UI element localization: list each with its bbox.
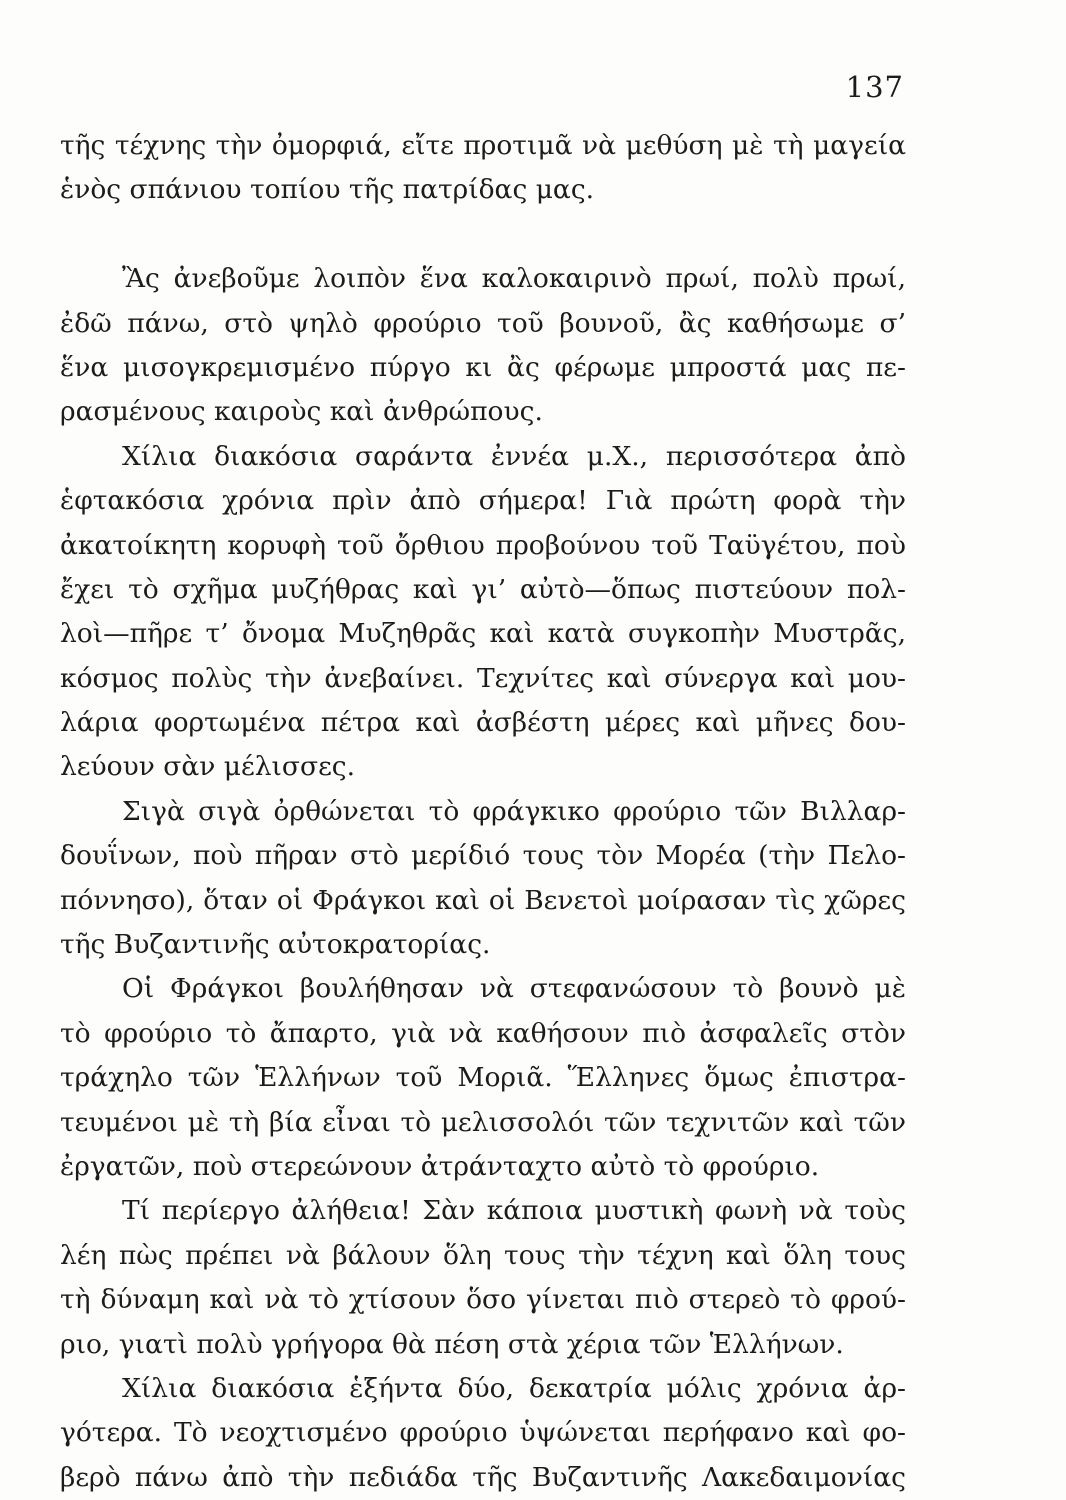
text-line: δουΐνων, ποὺ πῆραν στὸ μερίδιό τους τὸν Μορέα (τὴν Πελο- xyxy=(60,840,906,872)
text-line: Τί περίεργο ἀλήθεια! Σὰν κάποια μυστικὴ φωνὴ νὰ τοὺς xyxy=(122,1195,906,1227)
text-line: τευμένοι μὲ τὴ βία εἶναι τὸ μελισσολόι τῶν τεχνιτῶν καὶ τῶν xyxy=(60,1106,906,1138)
text-line: Ἂς ἀνεβοῦμε λοιπὸν ἕνα καλοκαιρινὸ πρωί, πολὺ πρωί, xyxy=(122,263,906,295)
text-line: ἔχει τὸ σχῆμα μυζήθρας καὶ γι’ αὐτὸ—ὅπως πιστεύουν πολ- xyxy=(60,573,906,605)
text-line: λεύουν σὰν μέλισσες. xyxy=(60,751,356,783)
page-number: 137 xyxy=(845,70,904,104)
text-line: βερὸ πάνω ἀπὸ τὴν πεδιάδα τῆς Βυζαντινῆς Λακεδαιμονίας xyxy=(60,1461,906,1493)
text-line: ἀκατοίκητη κορυφὴ τοῦ ὄρθιου προβούνου τοῦ Ταϋγέτου, ποὺ xyxy=(60,529,906,561)
text-line: ριο, γιατὶ πολὺ γρήγορα θὰ πέση στὰ χέρια τῶν Ἑλλήνων. xyxy=(60,1328,844,1360)
text-line: Οἱ Φράγκοι βουλήθησαν νὰ στεφανώσουν τὸ βουνὸ μὲ xyxy=(122,973,906,1005)
text-line: πόννησο), ὅταν οἱ Φράγκοι καὶ οἱ Βενετοὶ μοίρασαν τὶς χῶρες xyxy=(60,884,906,916)
text-line: τράχηλο τῶν Ἑλλήνων τοῦ Μοριᾶ. Ἕλληνες ὅμως ἐπιστρα- xyxy=(60,1062,906,1094)
text-line: Χίλια διακόσια ἑξήντα δύο, δεκατρία μόλις χρόνια ἀρ- xyxy=(122,1372,906,1404)
text-line: τῆς Βυζαντινῆς αὐτοκρατορίας. xyxy=(60,929,491,961)
text-line: Σιγὰ σιγὰ ὀρθώνεται τὸ φράγκικο φρούριο τῶν Βιλλαρ- xyxy=(122,795,906,827)
text-line: λάρια φορτωμένα πέτρα καὶ ἀσβέστη μέρες καὶ μῆνες δου- xyxy=(60,707,906,739)
text-line: ἐργατῶν, ποὺ στερεώνουν ἀτράνταχτο αὐτὸ τὸ φρούριο. xyxy=(60,1150,820,1182)
text-line: ἕνα μισογκρεμισμένο πύργο κι ἂς φέρωμε μπροστά μας πε- xyxy=(60,351,906,383)
text-line: ἑνὸς σπάνιου τοπίου τῆς πατρίδας μας. xyxy=(60,174,595,206)
text-line: Χίλια διακόσια σαράντα ἐννέα μ.Χ., περισσότερα ἀπὸ xyxy=(122,440,906,472)
text-line: ἐδῶ πάνω, στὸ ψηλὸ φρούριο τοῦ βουνοῦ, ἂς καθήσωμε σ’ xyxy=(60,307,906,339)
text-line: τὸ φρούριο τὸ ἄπαρτο, γιὰ νὰ καθήσουν πιὸ ἀσφαλεῖς στὸν xyxy=(60,1017,906,1049)
text-line: λοὶ—πῆρε τ’ ὄνομα Μυζηθρᾶς καὶ κατὰ συγκοπὴν Μυστρᾶς, xyxy=(60,618,906,650)
paragraph-gap xyxy=(60,213,906,257)
text-line: τὴ δύναμη καὶ νὰ τὸ χτίσουν ὅσο γίνεται πιὸ στερεὸ τὸ φρού- xyxy=(60,1284,906,1316)
text-line: κόσμος πολὺς τὴν ἀνεβαίνει. Τεχνίτες καὶ σύνεργα καὶ μου- xyxy=(60,662,906,694)
text-line: λέη πὼς πρέπει νὰ βάλουν ὅλη τους τὴν τέχνη καὶ ὅλη τους xyxy=(60,1239,906,1271)
text-line: τῆς τέχνης τὴν ὀμορφιά, εἴτε προτιμᾶ νὰ μεθύση μὲ τὴ μαγεία xyxy=(60,130,906,161)
text-line: ἑφτακόσια χρόνια πρὶν ἀπὸ σήμερα! Γιὰ πρώτη φορὰ τὴν xyxy=(60,485,906,517)
text-line: γότερα. Τὸ νεοχτισμένο φρούριο ὑψώνεται περήφανο καὶ φο- xyxy=(60,1417,906,1449)
text-line: ρασμένους καιροὺς καὶ ἀνθρώπους. xyxy=(60,396,543,428)
body-text xyxy=(60,124,906,1500)
